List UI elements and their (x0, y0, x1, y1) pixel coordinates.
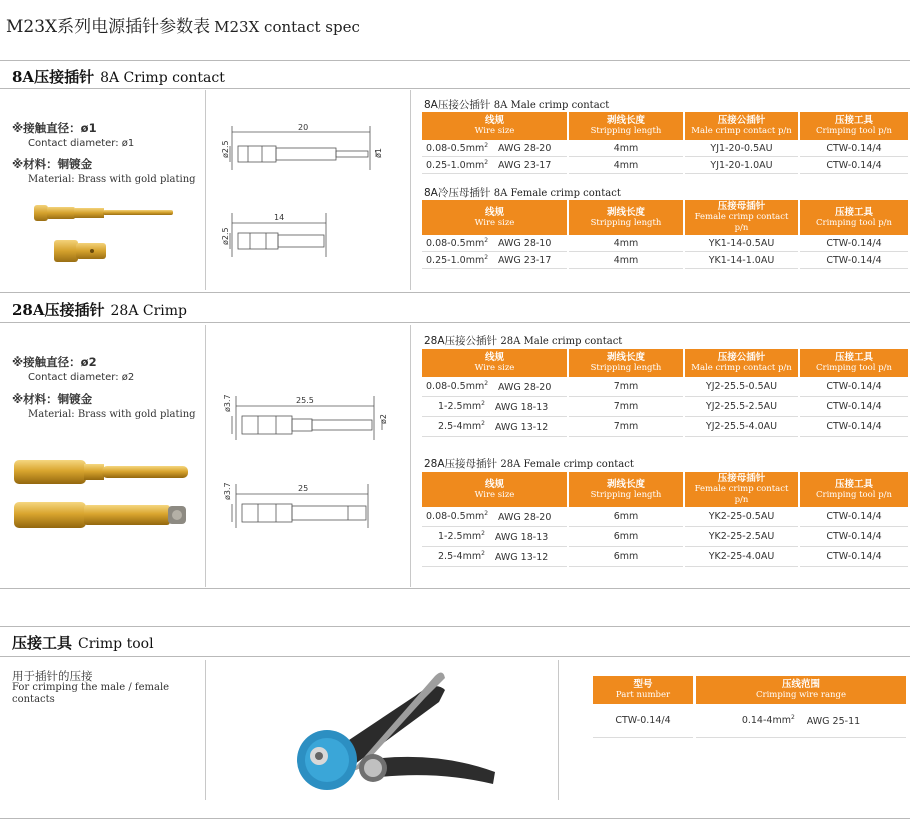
drawing-male-8a (218, 118, 388, 180)
cell-wire-size: $0.25-1.0mm^2$ AWG 23-17 (422, 252, 567, 269)
header-wire-size: 线规 Wire size (422, 349, 567, 377)
cell-crimping-tool: CTW-0.14/4 (800, 235, 908, 252)
cell-stripping-length: 7mm (569, 397, 683, 417)
dim-length: 14 (274, 213, 285, 222)
cell-crimping-tool: CTW-0.14/4 (800, 252, 908, 269)
header-part-number: 压接母插针 Female crimp contact p/n (685, 472, 798, 507)
header-stripping-length: 剥线长度 Stripping length (569, 349, 683, 377)
caption-8a-male (424, 97, 609, 112)
table-header-row (422, 472, 908, 507)
divider (558, 660, 559, 800)
page-title-cn: M23X系列电源插针参数表 (6, 17, 211, 37)
pin-photo-28a (10, 452, 200, 534)
divider (410, 325, 411, 587)
spec-diameter-8a (12, 120, 134, 152)
dim-diameter-left: ø2.5 (221, 140, 230, 158)
diameter-en: Contact diameter: ø1 (28, 138, 135, 149)
header-part-number: 型号 Part number (593, 676, 693, 704)
cell-wire-size: $0.08-0.5mm^2$ AWG 28-20 (422, 507, 567, 527)
cell-wire-size: $2.5-4mm^2$ AWG 13-12 (422, 547, 567, 567)
table-row (422, 397, 908, 417)
dim-length: 25 (298, 484, 309, 493)
table-8a-male (420, 112, 910, 174)
section-8a-title-cn: 8A压接插针 (12, 68, 95, 86)
divider (0, 588, 910, 589)
header-part-number: 压接公插针 Male crimp contact p/n (685, 349, 798, 377)
divider (205, 660, 206, 800)
dim-diameter-left: ø3.7 (223, 394, 232, 412)
header-wire-size: 线规 Wire size (422, 112, 567, 140)
cell-crimping-tool: CTW-0.14/4 (800, 157, 908, 174)
table-28a-female (420, 472, 910, 567)
spec-material-8a (12, 156, 196, 188)
section-28a-title (12, 299, 187, 320)
table-header-row (422, 112, 908, 140)
cell-stripping-length: 7mm (569, 417, 683, 437)
cell-stripping-length: 4mm (569, 157, 683, 174)
table-8a-female (420, 200, 910, 269)
diameter-cn: ※接触直径：ø1 (12, 121, 97, 135)
spec-material-28a (12, 391, 196, 423)
table-row (422, 235, 908, 252)
header-crimping-tool: 压接工具 Crimping tool p/n (800, 349, 908, 377)
dim-length: 25.5 (296, 396, 314, 405)
divider (0, 88, 910, 89)
caption-cn: 8A冷压母插针 (424, 187, 491, 199)
section-tool-title (12, 632, 154, 653)
diameter-en: Contact diameter: ø2 (28, 372, 135, 383)
table-header-row (593, 676, 906, 704)
caption-en: 28A Female crimp contact (500, 459, 634, 470)
male-pin-28a (14, 460, 188, 484)
male-pin-8a (34, 205, 173, 221)
cell-crimping-tool: CTW-0.14/4 (800, 397, 908, 417)
caption-cn: 28A压接公插针 (424, 335, 498, 347)
table-28a-male (420, 349, 910, 437)
table-row (422, 547, 908, 567)
cell-stripping-length: 4mm (569, 235, 683, 252)
header-crimping-range: 压线范围 Crimping wire range (696, 676, 906, 704)
cell-part-number: YJ2-25.5-0.5AU (685, 377, 798, 397)
section-8a-title (12, 66, 225, 87)
header-wire-size: 线规 Wire size (422, 200, 567, 235)
header-stripping-length: 剥线长度 Stripping length (569, 472, 683, 507)
cell-part-number: YJ2-25.5-2.5AU (685, 397, 798, 417)
diameter-cn: ※接触直径：ø2 (12, 355, 97, 369)
divider (0, 656, 910, 657)
drawing-female-28a (218, 476, 398, 538)
header-part-number: 压接公插针 Male crimp contact p/n (685, 112, 798, 140)
page-title (6, 12, 360, 37)
drawing-male-28a (218, 388, 398, 450)
header-stripping-length: 剥线长度 Stripping length (569, 200, 683, 235)
caption-cn: 28A压接母插针 (424, 458, 498, 470)
dim-length: 20 (298, 123, 309, 132)
pin-photo-8a (30, 200, 180, 270)
cell-wire-size: $0.25-1.0mm^2$ AWG 23-17 (422, 157, 567, 174)
cell-stripping-length: 7mm (569, 377, 683, 397)
cell-crimping-tool: CTW-0.14/4 (800, 417, 908, 437)
cell-part-number: YK1-14-1.0AU (685, 252, 798, 269)
cell-wire-size: $0.08-0.5mm^2$ AWG 28-20 (422, 377, 567, 397)
tool-description (12, 670, 182, 706)
header-stripping-length: 剥线长度 Stripping length (569, 112, 683, 140)
header-crimping-tool: 压接工具 Crimping tool p/n (800, 200, 908, 235)
cell-crimping-tool: CTW-0.14/4 (800, 140, 908, 157)
cell-part-number: YJ1-20-0.5AU (685, 140, 798, 157)
cell-crimping-range: $0.14-4mm^2$ AWG 25-11 (696, 704, 906, 738)
material-en: Material: Brass with gold plating (28, 409, 196, 420)
divider (205, 325, 206, 587)
cell-wire-size: $0.08-0.5mm^2$ AWG 28-20 (422, 140, 567, 157)
dim-diameter-right: ø2 (379, 414, 388, 424)
header-part-number: 压接母插针 Female crimp contact p/n (685, 200, 798, 235)
cell-part-number: CTW-0.14/4 (593, 704, 693, 738)
divider (0, 292, 910, 293)
table-row (422, 527, 908, 547)
tool-desc-en: For crimping the male / female contacts (12, 682, 170, 705)
cell-wire-size: $1-2.5mm^2$ AWG 18-13 (422, 397, 567, 417)
caption-8a-female (424, 185, 621, 200)
divider (410, 90, 411, 290)
header-wire-size: 线规 Wire size (422, 472, 567, 507)
caption-en: 28A Male crimp contact (500, 336, 623, 347)
material-en: Material: Brass with gold plating (28, 174, 196, 185)
drawing-female-8a (218, 205, 388, 267)
table-crimp-tool (590, 676, 909, 738)
table-row (593, 704, 906, 738)
section-tool-title-cn: 压接工具 (12, 634, 73, 652)
cell-crimping-tool: CTW-0.14/4 (800, 527, 908, 547)
material-cn: ※材料：铜镀金 (12, 392, 93, 406)
dim-diameter-left: ø3.7 (223, 482, 232, 500)
section-28a-title-en: 28A Crimp (110, 303, 188, 319)
section-28a-title-cn: 28A压接插针 (12, 301, 105, 319)
caption-28a-female (424, 456, 634, 471)
dim-diameter-right: ø1 (374, 148, 383, 158)
divider (0, 626, 910, 627)
caption-en: 8A Male crimp contact (493, 100, 610, 111)
cell-part-number: YK1-14-0.5AU (685, 235, 798, 252)
cell-stripping-length: 6mm (569, 527, 683, 547)
cell-crimping-tool: CTW-0.14/4 (800, 507, 908, 527)
page-title-en: M23X contact spec (214, 18, 360, 36)
cell-crimping-tool: CTW-0.14/4 (800, 377, 908, 397)
section-tool-title-en: Crimp tool (78, 636, 154, 652)
cell-part-number: YJ1-20-1.0AU (685, 157, 798, 174)
table-header-row (422, 200, 908, 235)
cell-stripping-length: 4mm (569, 252, 683, 269)
spec-diameter-28a (12, 354, 134, 386)
caption-en: 8A Female crimp contact (493, 188, 621, 199)
table-row (422, 377, 908, 397)
material-cn: ※材料：铜镀金 (12, 157, 93, 171)
table-row (422, 507, 908, 527)
crimp-tool-image (285, 668, 505, 798)
divider (0, 322, 910, 323)
caption-cn: 8A压接公插针 (424, 99, 491, 111)
header-crimping-tool: 压接工具 Crimping tool p/n (800, 472, 908, 507)
section-8a-title-en: 8A Crimp contact (100, 70, 225, 86)
table-row (422, 252, 908, 269)
cell-wire-size: $1-2.5mm^2$ AWG 18-13 (422, 527, 567, 547)
header-crimping-tool: 压接工具 Crimping tool p/n (800, 112, 908, 140)
cell-part-number: YJ2-25.5-4.0AU (685, 417, 798, 437)
cell-wire-size: $0.08-0.5mm^2$ AWG 28-10 (422, 235, 567, 252)
cell-stripping-length: 4mm (569, 140, 683, 157)
cell-stripping-length: 6mm (569, 507, 683, 527)
female-pin-28a (14, 502, 186, 528)
divider (0, 60, 910, 61)
table-row (422, 417, 908, 437)
cell-part-number: YK2-25-4.0AU (685, 547, 798, 567)
cell-crimping-tool: CTW-0.14/4 (800, 547, 908, 567)
cell-part-number: YK2-25-2.5AU (685, 527, 798, 547)
cell-part-number: YK2-25-0.5AU (685, 507, 798, 527)
divider (0, 818, 910, 819)
tool-desc-cn: 用于插针的压接 (12, 669, 93, 683)
table-header-row (422, 349, 908, 377)
cell-stripping-length: 6mm (569, 547, 683, 567)
female-pin-8a (54, 240, 106, 262)
divider (205, 90, 206, 290)
table-row (422, 157, 908, 174)
caption-28a-male (424, 333, 622, 348)
cell-wire-size: $2.5-4mm^2$ AWG 13-12 (422, 417, 567, 437)
dim-diameter-left: ø2.5 (221, 227, 230, 245)
table-row (422, 140, 908, 157)
